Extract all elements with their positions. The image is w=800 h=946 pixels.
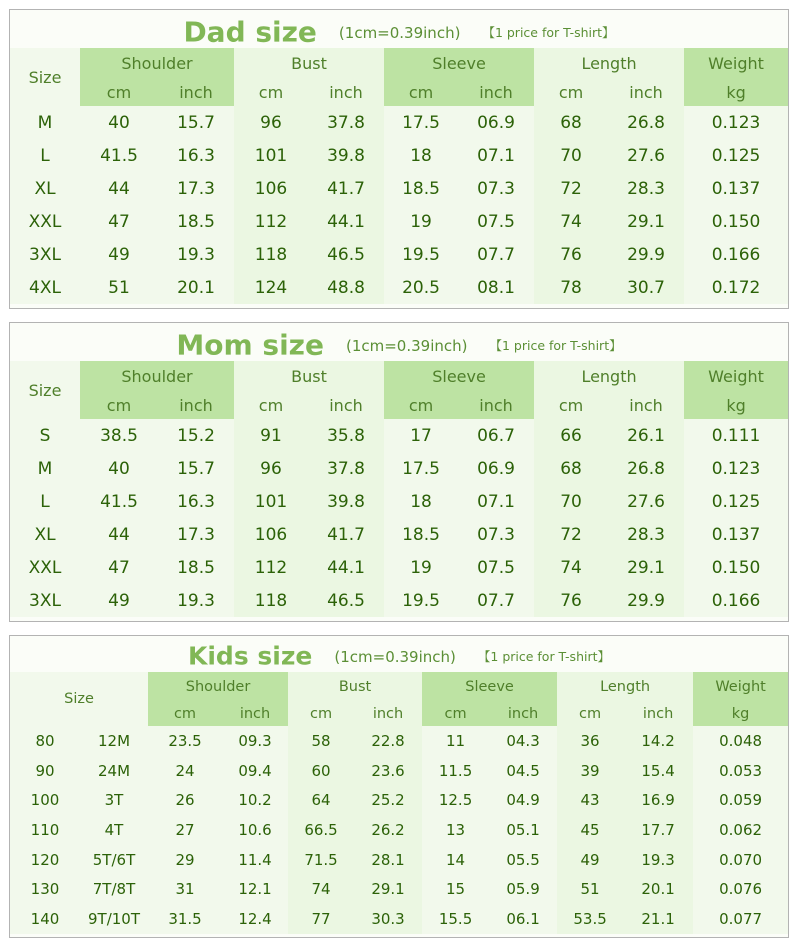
conversion-note: (1cm=0.39inch) bbox=[345, 336, 468, 355]
table-cell: 05.9 bbox=[489, 874, 557, 904]
size-header: Size bbox=[10, 48, 80, 106]
table-cell: 29.9 bbox=[608, 238, 684, 271]
size-header: Size bbox=[10, 361, 80, 419]
length-header: Length bbox=[557, 672, 693, 701]
table-cell: 10.2 bbox=[222, 785, 288, 815]
table-cell: 17.5 bbox=[384, 452, 458, 485]
table-cell: 49 bbox=[80, 238, 158, 271]
table-cell: 0.166 bbox=[684, 238, 788, 271]
table-cell: 07.5 bbox=[458, 551, 534, 584]
table-cell: 3T bbox=[80, 785, 148, 815]
table-cell: 15.7 bbox=[158, 106, 234, 139]
table-cell: 38.5 bbox=[80, 419, 158, 452]
table-cell: 31.5 bbox=[148, 904, 222, 934]
table-cell: 96 bbox=[234, 106, 308, 139]
table-cell: 0.053 bbox=[693, 756, 788, 786]
table-cell: 106 bbox=[234, 172, 308, 205]
table-cell: 3XL bbox=[10, 238, 80, 271]
table-cell: 0.125 bbox=[684, 485, 788, 518]
unit-cm: cm bbox=[80, 391, 158, 419]
size-table bbox=[10, 672, 788, 934]
table-cell: 44 bbox=[80, 172, 158, 205]
table-cell: 12.4 bbox=[222, 904, 288, 934]
table-cell: 09.4 bbox=[222, 756, 288, 786]
table-cell: 18.5 bbox=[384, 172, 458, 205]
table-cell: 28.3 bbox=[608, 518, 684, 551]
size-header: Size bbox=[10, 672, 148, 726]
table-cell: 11.4 bbox=[222, 845, 288, 875]
table-cell: 112 bbox=[234, 551, 308, 584]
size-table bbox=[10, 48, 788, 304]
table-cell: 7T/8T bbox=[80, 874, 148, 904]
table-cell: 80 bbox=[10, 726, 80, 756]
table-cell: 19 bbox=[384, 551, 458, 584]
shoulder-header: Shoulder bbox=[80, 48, 234, 78]
table-cell: 49 bbox=[557, 845, 623, 875]
unit-kg: kg bbox=[684, 391, 788, 419]
unit-inch: inch bbox=[608, 78, 684, 106]
table-cell: 18 bbox=[384, 139, 458, 172]
table-cell: 30.3 bbox=[354, 904, 422, 934]
price-note: 【1 price for T-shirt】 bbox=[482, 24, 615, 40]
table-cell: 15 bbox=[422, 874, 489, 904]
table-cell: M bbox=[10, 106, 80, 139]
table-header bbox=[10, 48, 788, 106]
table-row bbox=[10, 726, 788, 756]
table-cell: 18.5 bbox=[384, 518, 458, 551]
unit-inch: inch bbox=[608, 391, 684, 419]
table-header bbox=[10, 361, 788, 419]
table-cell: 25.2 bbox=[354, 785, 422, 815]
table-cell: 20.1 bbox=[623, 874, 693, 904]
table-cell: 0.150 bbox=[684, 205, 788, 238]
table-row bbox=[10, 874, 788, 904]
table-cell: XXL bbox=[10, 551, 80, 584]
table-cell: 0.076 bbox=[693, 874, 788, 904]
table-row bbox=[10, 172, 788, 205]
table-cell: 28.3 bbox=[608, 172, 684, 205]
table-cell: 0.166 bbox=[684, 584, 788, 617]
table-cell: 91 bbox=[234, 419, 308, 452]
table-cell: 30.7 bbox=[608, 271, 684, 304]
table-cell: 35.8 bbox=[308, 419, 384, 452]
bust-header: Bust bbox=[234, 361, 384, 391]
table-cell: M bbox=[10, 452, 80, 485]
table-cell: 18.5 bbox=[158, 551, 234, 584]
table-cell: 07.7 bbox=[458, 238, 534, 271]
unit-cm: cm bbox=[557, 701, 623, 726]
table-cell: 74 bbox=[534, 551, 608, 584]
table-cell: 12.5 bbox=[422, 785, 489, 815]
table-cell: 44.1 bbox=[308, 205, 384, 238]
unit-inch: inch bbox=[623, 701, 693, 726]
table-cell: 17.3 bbox=[158, 518, 234, 551]
table-cell: 15.4 bbox=[623, 756, 693, 786]
table-cell: 29.1 bbox=[354, 874, 422, 904]
table-cell: 11 bbox=[422, 726, 489, 756]
table-cell: 74 bbox=[288, 874, 354, 904]
table-cell: 26.2 bbox=[354, 815, 422, 845]
table-cell: 07.3 bbox=[458, 172, 534, 205]
table-cell: 36 bbox=[557, 726, 623, 756]
table-cell: 3XL bbox=[10, 584, 80, 617]
table-row bbox=[10, 419, 788, 452]
bust-header: Bust bbox=[288, 672, 422, 701]
table-cell: 90 bbox=[10, 756, 80, 786]
table-cell: 26.8 bbox=[608, 106, 684, 139]
table-cell: 0.137 bbox=[684, 172, 788, 205]
panel-title-row bbox=[10, 638, 788, 674]
table-cell: L bbox=[10, 139, 80, 172]
table-cell: 46.5 bbox=[308, 584, 384, 617]
table-row bbox=[10, 205, 788, 238]
table-body bbox=[10, 726, 788, 934]
table-cell: 53.5 bbox=[557, 904, 623, 934]
table-cell: 18 bbox=[384, 485, 458, 518]
conversion-note: (1cm=0.39inch) bbox=[334, 647, 456, 666]
table-cell: 16.3 bbox=[158, 139, 234, 172]
table-cell: 0.123 bbox=[684, 106, 788, 139]
table-cell: 15.5 bbox=[422, 904, 489, 934]
table-cell: 68 bbox=[534, 106, 608, 139]
table-row bbox=[10, 238, 788, 271]
table-cell: 05.5 bbox=[489, 845, 557, 875]
table-cell: 27.6 bbox=[608, 485, 684, 518]
table-row bbox=[10, 518, 788, 551]
table-cell: 20.5 bbox=[384, 271, 458, 304]
table-cell: 29.1 bbox=[608, 205, 684, 238]
conversion-note: (1cm=0.39inch) bbox=[338, 23, 461, 42]
table-row bbox=[10, 584, 788, 617]
table-header bbox=[10, 672, 788, 726]
table-cell: XL bbox=[10, 172, 80, 205]
panel-title: Mom size bbox=[176, 328, 324, 362]
table-cell: 101 bbox=[234, 485, 308, 518]
unit-inch: inch bbox=[354, 701, 422, 726]
unit-inch: inch bbox=[308, 391, 384, 419]
table-row bbox=[10, 904, 788, 934]
table-cell: 49 bbox=[80, 584, 158, 617]
table-cell: 70 bbox=[534, 139, 608, 172]
table-cell: 19.3 bbox=[158, 238, 234, 271]
table-cell: 78 bbox=[534, 271, 608, 304]
table-cell: 17.3 bbox=[158, 172, 234, 205]
table-cell: 12M bbox=[80, 726, 148, 756]
table-row bbox=[10, 485, 788, 518]
table-row bbox=[10, 815, 788, 845]
table-cell: 118 bbox=[234, 584, 308, 617]
table-cell: 15.7 bbox=[158, 452, 234, 485]
table-cell: 71.5 bbox=[288, 845, 354, 875]
table-cell: 66.5 bbox=[288, 815, 354, 845]
table-cell: 13 bbox=[422, 815, 489, 845]
table-cell: 51 bbox=[557, 874, 623, 904]
table-cell: 76 bbox=[534, 584, 608, 617]
table-cell: 47 bbox=[80, 551, 158, 584]
table-cell: 06.9 bbox=[458, 452, 534, 485]
table-cell: 04.3 bbox=[489, 726, 557, 756]
table-cell: 17 bbox=[384, 419, 458, 452]
table-cell: 07.7 bbox=[458, 584, 534, 617]
table-cell: 39.8 bbox=[308, 485, 384, 518]
unit-inch: inch bbox=[458, 78, 534, 106]
table-cell: 43 bbox=[557, 785, 623, 815]
table-cell: 07.5 bbox=[458, 205, 534, 238]
table-cell: 23.5 bbox=[148, 726, 222, 756]
table-cell: 60 bbox=[288, 756, 354, 786]
table-cell: 05.1 bbox=[489, 815, 557, 845]
shoulder-header: Shoulder bbox=[148, 672, 288, 701]
table-cell: 12.1 bbox=[222, 874, 288, 904]
table-cell: 48.8 bbox=[308, 271, 384, 304]
table-cell: 18.5 bbox=[158, 205, 234, 238]
table-cell: 120 bbox=[10, 845, 80, 875]
table-cell: 19.3 bbox=[623, 845, 693, 875]
table-body bbox=[10, 106, 788, 304]
table-cell: 19.3 bbox=[158, 584, 234, 617]
table-cell: 39.8 bbox=[308, 139, 384, 172]
unit-inch: inch bbox=[308, 78, 384, 106]
table-cell: 0.137 bbox=[684, 518, 788, 551]
unit-cm: cm bbox=[288, 701, 354, 726]
table-cell: 39 bbox=[557, 756, 623, 786]
table-cell: 29.1 bbox=[608, 551, 684, 584]
table-cell: 41.7 bbox=[308, 172, 384, 205]
table-cell: 124 bbox=[234, 271, 308, 304]
table-cell: 17.7 bbox=[623, 815, 693, 845]
unit-cm: cm bbox=[422, 701, 489, 726]
table-cell: 70 bbox=[534, 485, 608, 518]
table-cell: 28.1 bbox=[354, 845, 422, 875]
table-cell: 37.8 bbox=[308, 452, 384, 485]
table-cell: 41.5 bbox=[80, 485, 158, 518]
length-header: Length bbox=[534, 361, 684, 391]
sleeve-header: Sleeve bbox=[422, 672, 557, 701]
table-cell: 04.9 bbox=[489, 785, 557, 815]
table-cell: 22.8 bbox=[354, 726, 422, 756]
table-cell: 68 bbox=[534, 452, 608, 485]
table-cell: 07.1 bbox=[458, 485, 534, 518]
price-note: 【1 price for T-shirt】 bbox=[489, 337, 622, 353]
weight-header: Weight bbox=[684, 361, 788, 391]
table-cell: 58 bbox=[288, 726, 354, 756]
table-row bbox=[10, 845, 788, 875]
table-cell: 21.1 bbox=[623, 904, 693, 934]
table-cell: 41.7 bbox=[308, 518, 384, 551]
table-cell: 118 bbox=[234, 238, 308, 271]
table-cell: 24 bbox=[148, 756, 222, 786]
table-cell: 20.1 bbox=[158, 271, 234, 304]
table-cell: 29.9 bbox=[608, 584, 684, 617]
kids-size-panel bbox=[9, 635, 789, 938]
unit-cm: cm bbox=[534, 391, 608, 419]
table-cell: 44 bbox=[80, 518, 158, 551]
table-cell: 130 bbox=[10, 874, 80, 904]
unit-inch: inch bbox=[222, 701, 288, 726]
table-cell: 27 bbox=[148, 815, 222, 845]
table-cell: 24M bbox=[80, 756, 148, 786]
table-cell: 31 bbox=[148, 874, 222, 904]
table-cell: 4XL bbox=[10, 271, 80, 304]
table-cell: 51 bbox=[80, 271, 158, 304]
table-cell: 0.150 bbox=[684, 551, 788, 584]
table-cell: 27.6 bbox=[608, 139, 684, 172]
table-cell: 41.5 bbox=[80, 139, 158, 172]
table-cell: 96 bbox=[234, 452, 308, 485]
table-cell: 110 bbox=[10, 815, 80, 845]
weight-header: Weight bbox=[693, 672, 788, 701]
table-cell: 15.2 bbox=[158, 419, 234, 452]
table-cell: XXL bbox=[10, 205, 80, 238]
unit-inch: inch bbox=[158, 391, 234, 419]
table-cell: 08.1 bbox=[458, 271, 534, 304]
table-cell: 0.172 bbox=[684, 271, 788, 304]
table-cell: XL bbox=[10, 518, 80, 551]
table-cell: 72 bbox=[534, 172, 608, 205]
table-cell: 11.5 bbox=[422, 756, 489, 786]
unit-cm: cm bbox=[384, 78, 458, 106]
table-cell: 07.3 bbox=[458, 518, 534, 551]
unit-inch: inch bbox=[489, 701, 557, 726]
table-cell: 5T/6T bbox=[80, 845, 148, 875]
table-cell: 66 bbox=[534, 419, 608, 452]
table-row bbox=[10, 139, 788, 172]
table-cell: 14 bbox=[422, 845, 489, 875]
table-cell: 19.5 bbox=[384, 238, 458, 271]
table-cell: 101 bbox=[234, 139, 308, 172]
table-cell: 19 bbox=[384, 205, 458, 238]
unit-inch: inch bbox=[158, 78, 234, 106]
dad-size-panel bbox=[9, 9, 789, 309]
table-row bbox=[10, 756, 788, 786]
table-cell: 23.6 bbox=[354, 756, 422, 786]
unit-kg: kg bbox=[693, 701, 788, 726]
table-cell: 14.2 bbox=[623, 726, 693, 756]
table-body bbox=[10, 419, 788, 617]
table-cell: 9T/10T bbox=[80, 904, 148, 934]
table-cell: L bbox=[10, 485, 80, 518]
table-cell: 4T bbox=[80, 815, 148, 845]
table-cell: 07.1 bbox=[458, 139, 534, 172]
mom-size-panel bbox=[9, 322, 789, 622]
table-cell: 100 bbox=[10, 785, 80, 815]
table-row bbox=[10, 785, 788, 815]
unit-cm: cm bbox=[80, 78, 158, 106]
table-cell: 74 bbox=[534, 205, 608, 238]
table-cell: 10.6 bbox=[222, 815, 288, 845]
table-row bbox=[10, 271, 788, 304]
table-cell: 0.111 bbox=[684, 419, 788, 452]
table-cell: 0.077 bbox=[693, 904, 788, 934]
table-cell: 16.9 bbox=[623, 785, 693, 815]
bust-header: Bust bbox=[234, 48, 384, 78]
unit-cm: cm bbox=[148, 701, 222, 726]
table-cell: 45 bbox=[557, 815, 623, 845]
length-header: Length bbox=[534, 48, 684, 78]
panel-title: Kids size bbox=[187, 641, 313, 671]
unit-cm: cm bbox=[534, 78, 608, 106]
table-cell: 76 bbox=[534, 238, 608, 271]
table-cell: 0.070 bbox=[693, 845, 788, 875]
table-cell: 0.123 bbox=[684, 452, 788, 485]
table-cell: S bbox=[10, 419, 80, 452]
table-cell: 47 bbox=[80, 205, 158, 238]
unit-inch: inch bbox=[458, 391, 534, 419]
table-cell: 0.048 bbox=[693, 726, 788, 756]
table-cell: 40 bbox=[80, 452, 158, 485]
table-cell: 04.5 bbox=[489, 756, 557, 786]
table-cell: 77 bbox=[288, 904, 354, 934]
table-cell: 0.062 bbox=[693, 815, 788, 845]
unit-cm: cm bbox=[384, 391, 458, 419]
table-cell: 64 bbox=[288, 785, 354, 815]
table-cell: 09.3 bbox=[222, 726, 288, 756]
table-cell: 17.5 bbox=[384, 106, 458, 139]
table-cell: 26.8 bbox=[608, 452, 684, 485]
table-cell: 106 bbox=[234, 518, 308, 551]
table-cell: 29 bbox=[148, 845, 222, 875]
table-cell: 26.1 bbox=[608, 419, 684, 452]
table-cell: 06.1 bbox=[489, 904, 557, 934]
table-cell: 46.5 bbox=[308, 238, 384, 271]
sleeve-header: Sleeve bbox=[384, 48, 534, 78]
table-cell: 0.059 bbox=[693, 785, 788, 815]
table-cell: 44.1 bbox=[308, 551, 384, 584]
table-cell: 0.125 bbox=[684, 139, 788, 172]
sleeve-header: Sleeve bbox=[384, 361, 534, 391]
table-cell: 72 bbox=[534, 518, 608, 551]
size-table bbox=[10, 361, 788, 617]
price-note: 【1 price for T-shirt】 bbox=[477, 648, 611, 664]
panel-title-row bbox=[10, 14, 788, 50]
table-row bbox=[10, 452, 788, 485]
table-cell: 06.7 bbox=[458, 419, 534, 452]
table-cell: 19.5 bbox=[384, 584, 458, 617]
table-row bbox=[10, 551, 788, 584]
table-row bbox=[10, 106, 788, 139]
table-cell: 26 bbox=[148, 785, 222, 815]
weight-header: Weight bbox=[684, 48, 788, 78]
unit-kg: kg bbox=[684, 78, 788, 106]
shoulder-header: Shoulder bbox=[80, 361, 234, 391]
table-cell: 140 bbox=[10, 904, 80, 934]
table-cell: 06.9 bbox=[458, 106, 534, 139]
table-cell: 112 bbox=[234, 205, 308, 238]
table-cell: 40 bbox=[80, 106, 158, 139]
panel-title-row bbox=[10, 327, 788, 363]
table-cell: 37.8 bbox=[308, 106, 384, 139]
panel-title: Dad size bbox=[183, 15, 317, 49]
table-cell: 16.3 bbox=[158, 485, 234, 518]
unit-cm: cm bbox=[234, 391, 308, 419]
unit-cm: cm bbox=[234, 78, 308, 106]
